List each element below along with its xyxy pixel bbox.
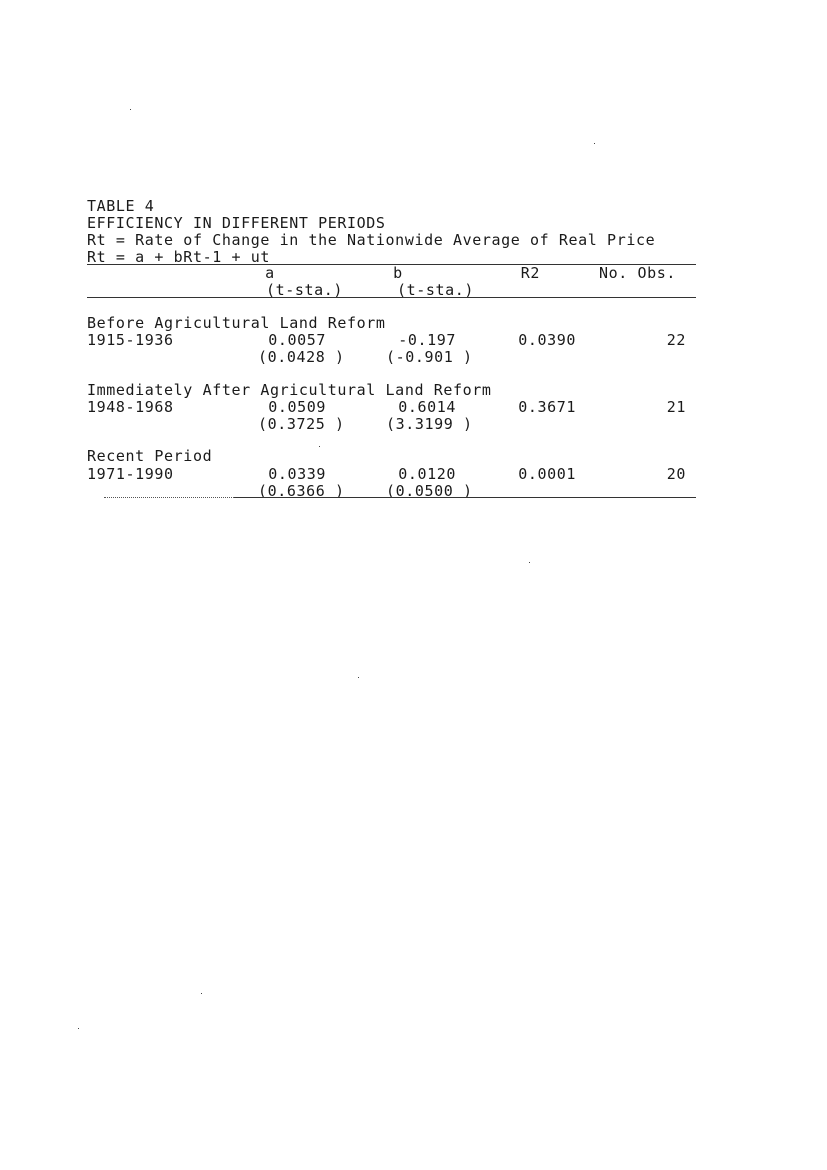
b-tstat-1: (-0.901 ) <box>386 348 473 366</box>
scan-speck <box>529 562 530 563</box>
a-value-3: 0.0339 <box>268 465 326 483</box>
obs-value-3: 20 <box>666 465 686 483</box>
table-definition: Rt = Rate of Change in the Nationwide Average of Real Price <box>87 231 656 249</box>
table-equation: Rt = a + bRt-1 + ut <box>87 248 270 266</box>
section-years-1: 1915-1936 <box>87 331 174 349</box>
scan-speck <box>358 677 359 678</box>
column-header-a: a <box>265 264 275 282</box>
a-tstat-3: (0.6366 ) <box>258 482 345 500</box>
obs-value-2: 21 <box>666 398 686 416</box>
section-heading-3: Recent Period <box>87 447 213 465</box>
bottom-rule-dotted <box>104 497 234 498</box>
section-years-3: 1971-1990 <box>87 465 174 483</box>
section-years-2: 1948-1968 <box>87 398 174 416</box>
a-tstat-2: (0.3725 ) <box>258 415 345 433</box>
scan-speck <box>594 143 595 144</box>
scan-speck <box>130 109 131 110</box>
obs-value-1: 22 <box>666 331 686 349</box>
bottom-rule <box>234 497 696 498</box>
b-tstat-2: (3.3199 ) <box>386 415 473 433</box>
b-value-1: -0.197 <box>398 331 456 349</box>
header-rule <box>87 297 696 298</box>
table-title: EFFICIENCY IN DIFFERENT PERIODS <box>87 214 386 232</box>
scan-speck <box>78 1028 79 1029</box>
table-label: TABLE 4 <box>87 197 155 215</box>
r2-value-2: 0.3671 <box>518 398 576 416</box>
column-subheader-b: (t-sta.) <box>397 281 475 299</box>
section-heading-2: Immediately After Agricultural Land Reform <box>87 381 492 399</box>
scan-speck <box>319 446 320 447</box>
a-value-1: 0.0057 <box>268 331 326 349</box>
column-header-r2: R2 <box>520 264 540 282</box>
column-header-b: b <box>393 264 403 282</box>
b-value-2: 0.6014 <box>398 398 456 416</box>
column-header-obs: No. Obs. <box>598 264 676 282</box>
column-subheader-a: (t-sta.) <box>266 281 344 299</box>
r2-value-3: 0.0001 <box>518 465 576 483</box>
a-value-2: 0.0509 <box>268 398 326 416</box>
scan-speck <box>201 993 202 994</box>
b-tstat-3: (0.0500 ) <box>386 482 473 500</box>
b-value-3: 0.0120 <box>398 465 456 483</box>
section-heading-1: Before Agricultural Land Reform <box>87 314 386 332</box>
r2-value-1: 0.0390 <box>518 331 576 349</box>
a-tstat-1: (0.0428 ) <box>258 348 345 366</box>
